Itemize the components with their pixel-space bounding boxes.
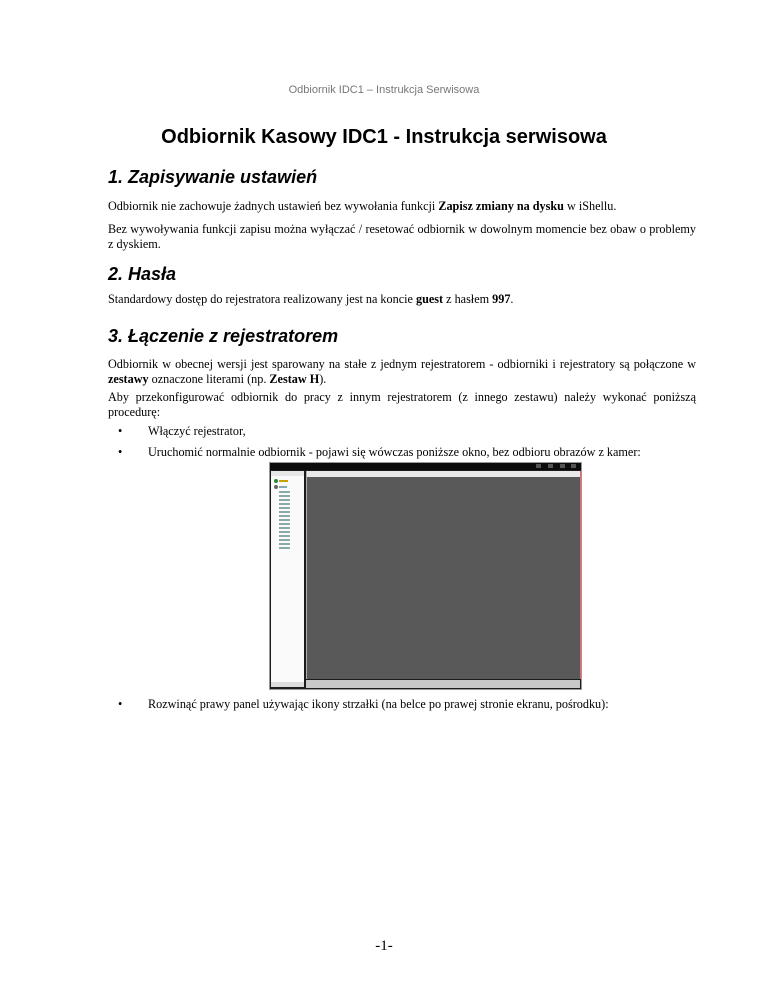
section-2-paragraph-1: Standardowy dostęp do rejestratora realizowany jest na koncie guest z hasłem 997. [108,292,514,306]
app-window-screenshot [269,462,582,690]
status-bar [306,680,580,688]
video-view-panel [306,471,581,679]
list-item-text: Rozwinąć prawy panel używając ikony strzałki (na belce po prawej stronie ekranu, pośrodku): [148,697,609,711]
running-header: Odbiornik IDC1 – Instrukcja Serwisowa [288,84,480,96]
document-title: Odbiornik Kasowy IDC1 - Instrukcja serwisowa [161,126,607,148]
bullet: • [118,445,123,459]
section-3-paragraph-2: Aby przekonfigurować odbiornik do pracy z innym rejestratorem (z innego zestawu) należy wykonać poniższą procedurę: [108,390,696,419]
section-3-paragraph-1: Odbiornik w obecnej wersji jest sparowany na stałe z jednym rejestratorem - odbiorniki i rejestratory są połączone w zestawy oznaczone literami (np. Zestaw H). [108,357,696,386]
window-titlebar [270,463,581,470]
menu-icon [548,464,553,468]
network-icon [274,479,278,483]
list-item-text: Włączyć rejestrator, [148,424,246,438]
recorder-icon [274,485,278,489]
camera-tree-panel [271,471,304,687]
close-icon [571,464,576,468]
bullet: • [118,424,123,438]
section-1-heading: 1. Zapisywanie ustawień [108,167,318,187]
section-1-paragraph-1: Odbiornik nie zachowuje żadnych ustawień bez wywołania funkcji Zapisz zmiany na dysku w iShellu. [108,199,617,213]
maximize-icon [560,464,565,468]
minimize-icon [536,464,541,468]
page-number: -1- [375,938,393,954]
section-1-paragraph-2: Bez wywoływania funkcji zapisu można wyłączać / resetować odbiornik w dowolnym momencie bez obaw o problemy z dyskiem. [108,222,696,251]
bullet: • [118,697,123,711]
section-3-heading: 3. Łączenie z rejestratorem [108,326,339,346]
list-item-text: Uruchomić normalnie odbiornik - pojawi się wówczas poniższe okno, bez odbioru obrazów z kamer: [148,445,641,459]
section-2-heading: 2. Hasła [108,264,177,284]
